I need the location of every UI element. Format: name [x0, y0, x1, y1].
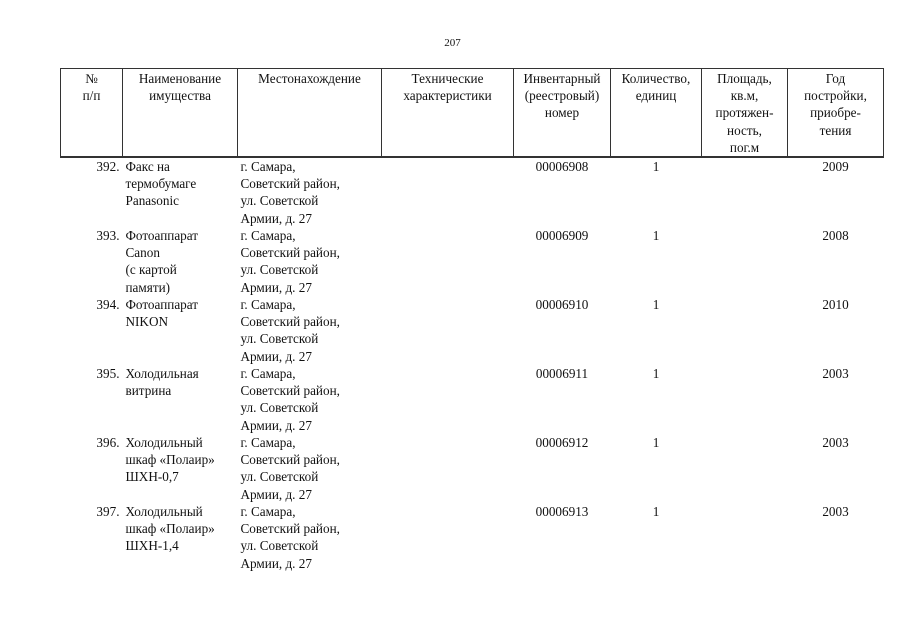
- header-line: Площадь,: [717, 71, 772, 86]
- item-location-line: Советский район,: [240, 176, 340, 192]
- item-area: [702, 227, 788, 296]
- row-number: 393.: [96, 228, 120, 244]
- item-area: [702, 503, 788, 572]
- row-number: 392.: [96, 159, 120, 175]
- table-row: [61, 365, 884, 434]
- inventory-number: 00006909: [535, 228, 589, 244]
- header-line: Год: [825, 71, 846, 86]
- item-location-line: г. Самара,: [240, 366, 296, 382]
- item-location-line: Армии, д. 27: [240, 210, 312, 226]
- header-line: приобре-: [810, 105, 861, 121]
- table-row: [61, 227, 884, 296]
- header-inventory: [514, 69, 611, 158]
- header-location: [238, 69, 382, 158]
- header-line: характеристики: [403, 88, 492, 104]
- header-year: [788, 69, 884, 158]
- item-name: [123, 296, 238, 365]
- inventory-number: 00006911: [535, 366, 589, 382]
- inventory-number: 00006908: [535, 159, 589, 175]
- item-location-line: г. Самара,: [240, 159, 296, 175]
- item-area: [702, 157, 788, 227]
- header-line: ность,: [727, 122, 762, 138]
- item-specs: [382, 157, 514, 227]
- item-location: [238, 503, 382, 572]
- item-location-line: г. Самара,: [240, 297, 296, 313]
- item-name-line: шкаф «Полаир»: [125, 521, 215, 537]
- item-location: [238, 227, 382, 296]
- item-location-line: Армии, д. 27: [240, 279, 312, 295]
- item-location: [238, 296, 382, 365]
- inventory-number: 00006910: [535, 297, 589, 313]
- item-name: [123, 365, 238, 434]
- header-line: (реестровый): [524, 88, 600, 104]
- item-name-line: ШХН-0,7: [125, 469, 179, 485]
- item-year: 2010: [822, 297, 849, 313]
- item-location-line: Армии, д. 27: [240, 555, 312, 571]
- item-area: [702, 296, 788, 365]
- property-registry-table: [60, 68, 884, 572]
- item-name: [123, 503, 238, 572]
- item-year: 2003: [822, 366, 849, 382]
- header-line: единиц: [635, 88, 677, 104]
- item-name-line: витрина: [125, 383, 172, 399]
- header-line: Технические: [411, 71, 484, 86]
- item-location-line: Советский район,: [240, 245, 340, 261]
- item-location-line: ул. Советской: [240, 538, 319, 554]
- item-specs: [382, 365, 514, 434]
- header-line: №: [85, 71, 98, 86]
- item-location-line: Советский район,: [240, 383, 340, 399]
- item-name: [123, 157, 238, 227]
- item-name-line: Фотоаппарат: [125, 297, 199, 313]
- item-quantity: 1: [652, 159, 660, 175]
- header-name: [123, 69, 238, 158]
- item-specs: [382, 503, 514, 572]
- table-row: [61, 503, 884, 572]
- header-line: пог.м: [729, 139, 760, 155]
- table-row: [61, 434, 884, 503]
- header-line: тения: [819, 122, 852, 138]
- table-header-row: [61, 69, 884, 158]
- header-line: Наименование: [138, 71, 222, 86]
- item-location-line: ул. Советской: [240, 331, 319, 347]
- row-number: 394.: [96, 297, 120, 313]
- item-name-line: ШХН-1,4: [125, 538, 179, 554]
- header-line: имущества: [149, 88, 211, 104]
- item-quantity: 1: [652, 366, 660, 382]
- item-location: [238, 157, 382, 227]
- item-location-line: ул. Советской: [240, 193, 319, 209]
- item-location: [238, 365, 382, 434]
- header-line: Местонахождение: [258, 71, 361, 86]
- item-quantity: 1: [652, 435, 660, 451]
- item-quantity: 1: [652, 228, 660, 244]
- item-location-line: ул. Советской: [240, 400, 319, 416]
- item-location-line: г. Самара,: [240, 435, 296, 451]
- row-number: 395.: [96, 366, 120, 382]
- header-line: номер: [544, 105, 580, 121]
- item-area: [702, 434, 788, 503]
- header-line: Количество,: [621, 71, 691, 86]
- item-name: [123, 227, 238, 296]
- item-year: 2003: [822, 435, 849, 451]
- item-name-line: NIKON: [125, 314, 168, 330]
- item-location-line: Армии, д. 27: [240, 348, 312, 364]
- item-location-line: Армии, д. 27: [240, 486, 312, 502]
- item-quantity: 1: [652, 297, 660, 313]
- header-specs: [382, 69, 514, 158]
- item-area: [702, 365, 788, 434]
- item-specs: [382, 296, 514, 365]
- row-number: 397.: [96, 504, 120, 520]
- item-location-line: ул. Советской: [240, 262, 319, 278]
- table-row: [61, 157, 884, 227]
- item-name-line: (с картой: [125, 262, 177, 278]
- item-quantity: 1: [652, 504, 660, 520]
- item-year: 2003: [822, 504, 849, 520]
- item-location-line: Армии, д. 27: [240, 417, 312, 433]
- item-location: [238, 434, 382, 503]
- item-name-line: Холодильный: [125, 435, 203, 451]
- item-year: 2009: [822, 159, 849, 175]
- item-name-line: Panasonic: [125, 193, 179, 209]
- item-location-line: г. Самара,: [240, 228, 296, 244]
- header-line: Инвентарный: [523, 71, 601, 86]
- item-location-line: ул. Советской: [240, 469, 319, 485]
- header-line: кв.м,: [730, 88, 759, 104]
- row-number: 396.: [96, 435, 120, 451]
- item-name-line: Фотоаппарат: [125, 228, 199, 244]
- table-row: [61, 296, 884, 365]
- header-quantity: [611, 69, 702, 158]
- item-name-line: Canon: [125, 245, 160, 261]
- header-line: протяжен-: [715, 105, 774, 121]
- item-name-line: шкаф «Полаир»: [125, 452, 215, 468]
- item-year: 2008: [822, 228, 849, 244]
- item-location-line: Советский район,: [240, 521, 340, 537]
- page-number: 207: [444, 37, 461, 49]
- item-name-line: Холодильная: [125, 366, 199, 382]
- item-name-line: Холодильный: [125, 504, 203, 520]
- inventory-number: 00006913: [535, 504, 589, 520]
- item-name: [123, 434, 238, 503]
- item-specs: [382, 434, 514, 503]
- item-location-line: г. Самара,: [240, 504, 296, 520]
- item-name-line: Факс на: [125, 159, 170, 175]
- header-line: постройки,: [804, 88, 867, 104]
- inventory-number: 00006912: [535, 435, 589, 451]
- item-name-line: термобумаге: [125, 176, 197, 192]
- header-line: п/п: [82, 88, 101, 104]
- header-area: [702, 69, 788, 158]
- item-location-line: Советский район,: [240, 452, 340, 468]
- item-name-line: памяти): [125, 279, 171, 295]
- item-specs: [382, 227, 514, 296]
- header-number: [61, 69, 123, 158]
- item-location-line: Советский район,: [240, 314, 340, 330]
